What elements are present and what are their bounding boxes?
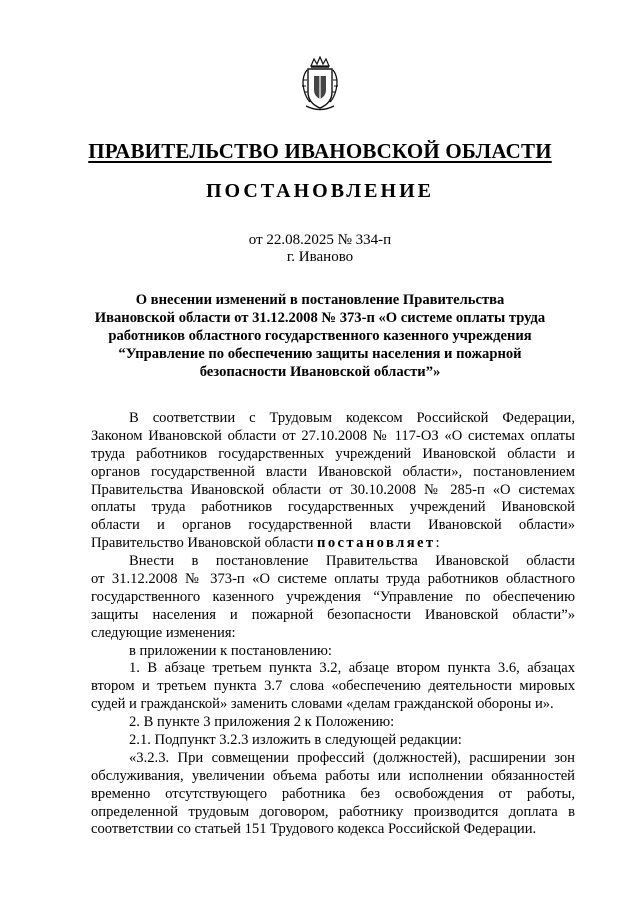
body-line: государственного казенного учреждения “Управление по обеспечению — [91, 588, 575, 605]
body-line: труда работников государственных учреждений Ивановской области и — [91, 445, 575, 462]
body-line: временно отсутствующего работника без освобождения от работы, — [91, 785, 575, 802]
body-line: Законом Ивановской области от 27.10.2008 № 117-ОЗ «О системах оплаты — [91, 427, 575, 444]
subject-line: безопасности Ивановской области”» — [199, 364, 441, 380]
resolution-keyword: постановляет — [317, 535, 436, 552]
document-type: ПОСТАНОВЛЕНИЕ — [206, 180, 434, 202]
subject-line: “Управление по обеспечению защиты населения и пожарной — [118, 346, 522, 362]
body-line-resolution — [91, 535, 575, 553]
body-line: в приложении к постановлению: — [129, 642, 332, 659]
body-line: соответствии со статьей 151 Трудового кодекса Российской Федерации. — [91, 821, 537, 838]
document-subject — [90, 291, 550, 381]
body-line: Внести в постановление Правительства Ивановской области — [129, 553, 575, 570]
coat-of-arms-icon — [300, 56, 340, 114]
body-line: определенной трудовым договором, работнику производится доплата в — [91, 803, 575, 820]
resolution-prefix: Правительство Ивановской области — [91, 535, 314, 552]
body-line: В соответствии с Трудовым кодексом Российской Федерации, — [129, 410, 575, 426]
body-line: 2. В пункте 3 приложения 2 к Положению: — [129, 714, 395, 731]
body-line: «3.2.3. При совмещении профессий (должностей), расширении зон — [129, 749, 575, 766]
body-line: области и органов государственной власти Ивановской области» — [91, 517, 575, 534]
body-line: от 31.12.2008 № 373-п «О системе оплаты труда работников областного — [91, 571, 575, 588]
subject-line: Ивановской области от 31.12.2008 № 373-п «О системе оплаты труда — [94, 310, 546, 326]
body-line: Правительства Ивановской области от 30.10.2008 № 285-п «О системах — [91, 481, 575, 498]
body-line: втором и третьем пункта 3.7 слова «обеспечению деятельности мировых — [91, 678, 575, 695]
body-line: оплаты труда работников государственных учреждений Ивановской — [91, 499, 575, 516]
government-title: ПРАВИТЕЛЬСТВО ИВАНОВСКОЙ ОБЛАСТИ — [88, 139, 552, 163]
body-line: 1. В абзаце третьем пункта 3.2, абзаце втором пункта 3.6, абзацах — [129, 660, 575, 677]
body-line: защиты населения и пожарной безопасности Ивановской области”» — [91, 606, 575, 623]
subject-line: О внесении изменений в постановление Правительства — [135, 292, 505, 308]
body-line: следующие изменения: — [91, 624, 236, 641]
body-line: органов государственной власти Ивановской области», постановлением — [91, 463, 575, 480]
subject-line: работников областного государственного казенного учреждения — [108, 328, 532, 344]
resolution-suffix: : — [435, 535, 440, 552]
document-city: г. Иваново — [286, 249, 354, 265]
body-line: 2.1. Подпункт 3.2.3 изложить в следующей редакции: — [129, 732, 462, 749]
document-date-number: от 22.08.2025 № 334-п — [248, 232, 392, 248]
body-line: обслуживания, увеличении объема работы или исполнении обязанностей — [91, 767, 575, 784]
body-line: судей и гражданской» заменить словами «делам гражданской обороны и». — [91, 696, 554, 713]
document-body — [91, 410, 575, 839]
